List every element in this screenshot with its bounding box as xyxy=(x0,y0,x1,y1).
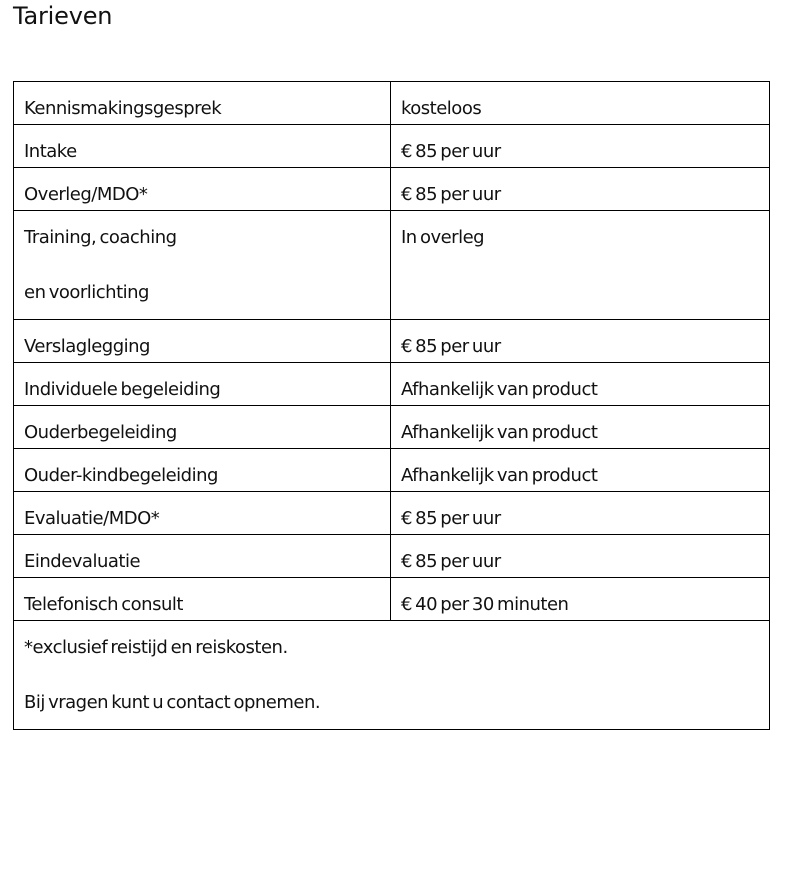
price-cell: Afhankelijk van product xyxy=(391,449,770,492)
page-title: Tarieven xyxy=(13,2,113,30)
table-row xyxy=(14,406,770,449)
service-cell xyxy=(14,211,391,320)
rates-table xyxy=(13,81,770,730)
price-cell: Afhankelijk van product xyxy=(391,406,770,449)
footnote-cell xyxy=(14,621,770,730)
price-cell: In overleg xyxy=(391,211,770,320)
table-row xyxy=(14,492,770,535)
service-cell: Evaluatie/MDO* xyxy=(14,492,391,535)
service-cell: Ouderbegeleiding xyxy=(14,406,391,449)
table-row xyxy=(14,578,770,621)
price-cell: € 85 per uur xyxy=(391,535,770,578)
service-cell: Ouder-kindbegeleiding xyxy=(14,449,391,492)
table-row xyxy=(14,320,770,363)
table-row xyxy=(14,168,770,211)
service-cell: Kennismakingsgesprek xyxy=(14,82,391,125)
service-cell: Verslaglegging xyxy=(14,320,391,363)
service-cell: Individuele begeleiding xyxy=(14,363,391,406)
price-cell: kosteloos xyxy=(391,82,770,125)
table-row xyxy=(14,211,770,320)
table-row xyxy=(14,82,770,125)
service-line: en voorlichting xyxy=(24,282,149,303)
service-cell: Intake xyxy=(14,125,391,168)
footnote-row xyxy=(14,621,770,730)
service-line: Training, coaching xyxy=(24,227,177,248)
price-cell: € 40 per 30 minuten xyxy=(391,578,770,621)
price-cell: € 85 per uur xyxy=(391,492,770,535)
service-cell: Telefonisch consult xyxy=(14,578,391,621)
footnote-contact: Bij vragen kunt u contact opnemen. xyxy=(24,692,321,713)
table-row xyxy=(14,449,770,492)
table-row xyxy=(14,363,770,406)
footnote-travel: *exclusief reistijd en reiskosten. xyxy=(24,637,288,658)
table-row xyxy=(14,125,770,168)
table-row xyxy=(14,535,770,578)
service-cell: Eindevaluatie xyxy=(14,535,391,578)
price-cell: € 85 per uur xyxy=(391,320,770,363)
price-cell: € 85 per uur xyxy=(391,168,770,211)
price-cell: € 85 per uur xyxy=(391,125,770,168)
service-cell: Overleg/MDO* xyxy=(14,168,391,211)
price-cell: Afhankelijk van product xyxy=(391,363,770,406)
